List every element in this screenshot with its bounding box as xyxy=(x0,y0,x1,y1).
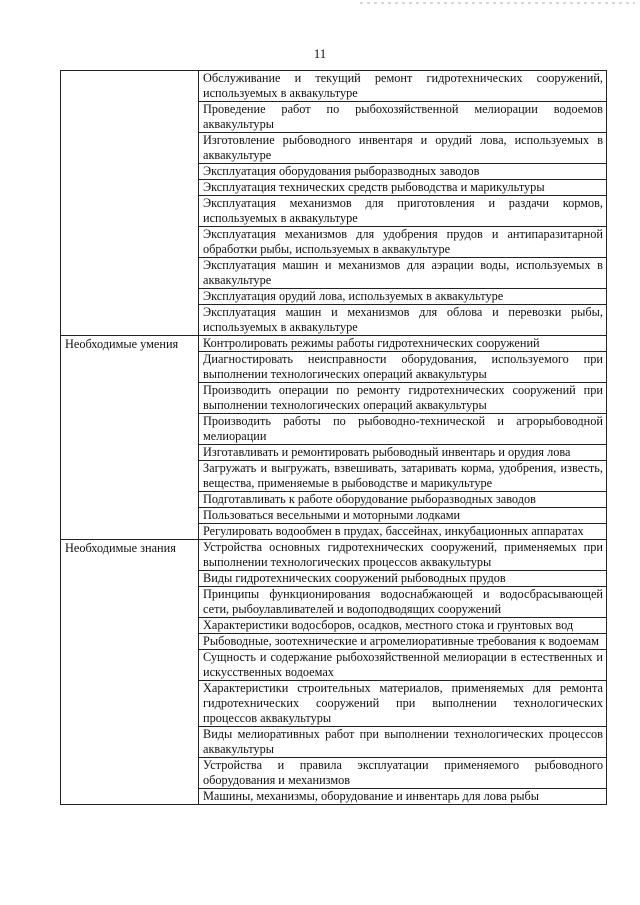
table-row xyxy=(61,71,607,102)
requirement-item: Устройства основных гидротехнических сооружений, применяемых при выполнении технологических процессов аквакультуры xyxy=(199,540,607,571)
page-number: 11 xyxy=(313,46,327,61)
requirement-item: Рыбоводные, зоотехнические и агромелиоративные требования к водоемам xyxy=(199,634,607,650)
requirement-item: Подготавливать к работе оборудование рыборазводных заводов xyxy=(199,492,607,508)
requirement-item: Изготавливать и ремонтировать рыбоводный инвентарь и орудия лова xyxy=(199,445,607,461)
requirement-item: Эксплуатация механизмов для приготовления и раздачи кормов, используемых в аквакультуре xyxy=(199,196,607,227)
requirement-item: Пользоваться весельными и моторными лодками xyxy=(199,508,607,524)
requirement-item: Эксплуатация машин и механизмов для аэрации воды, используемых в аквакультуре xyxy=(199,258,607,289)
table-body xyxy=(61,71,607,805)
requirement-item: Сущность и содержание рыбохозяйственной мелиорации в естественных и искусственных водоемах xyxy=(199,650,607,681)
requirement-item: Загружать и выгружать, взвешивать, затаривать корма, удобрения, известь, вещества, применяемые в рыбоводстве и марикультуре xyxy=(199,461,607,492)
requirement-item: Характеристики водосборов, осадков, местного стока и грунтовых вод xyxy=(199,618,607,634)
requirement-item: Проведение работ по рыбохозяйственной мелиорации водоемов аквакультуры xyxy=(199,102,607,133)
requirement-item: Принципы функционирования водоснабжающей и водосбрасывающей сети, рыбоулавливателей и водоподводящих сооружений xyxy=(199,587,607,618)
requirement-item: Характеристики строительных материалов, применяемых для ремонта гидротехнических сооружений при выполнении технологических процессов аквакультуры xyxy=(199,681,607,727)
requirement-item: Эксплуатация механизмов для удобрения прудов и антипаразитарной обработки рыбы, используемых в аквакультуре xyxy=(199,227,607,258)
section-label: Необходимые умения xyxy=(61,336,199,540)
table-row xyxy=(61,336,607,352)
table-row xyxy=(61,540,607,571)
requirement-item: Устройства и правила эксплуатации применяемого рыбоводного оборудования и механизмов xyxy=(199,758,607,789)
requirement-item: Эксплуатация орудий лова, используемых в аквакультуре xyxy=(199,289,607,305)
requirement-item: Эксплуатация оборудования рыборазводных заводов xyxy=(199,164,607,180)
requirement-item: Изготовление рыбоводного инвентаря и орудий лова, используемых в аквакультуре xyxy=(199,133,607,164)
requirement-item: Эксплуатация технических средств рыбоводства и марикультуры xyxy=(199,180,607,196)
requirement-item: Регулировать водообмен в прудах, бассейнах, инкубационных аппаратах xyxy=(199,524,607,540)
requirement-item: Машины, механизмы, оборудование и инвентарь для лова рыбы xyxy=(199,789,607,805)
requirements-table xyxy=(60,70,607,805)
requirement-item: Виды гидротехнических сооружений рыбоводных прудов xyxy=(199,571,607,587)
requirement-item: Производить операции по ремонту гидротехнических сооружений при выполнении технологических операций аквакультуры xyxy=(199,383,607,414)
section-label xyxy=(61,71,199,336)
requirement-item: Виды мелиоративных работ при выполнении технологических процессов аквакультуры xyxy=(199,727,607,758)
requirement-item: Контролировать режимы работы гидротехнических сооружений xyxy=(199,336,607,352)
requirement-item: Обслуживание и текущий ремонт гидротехнических сооружений, используемых в аквакультуре xyxy=(199,71,607,102)
scan-artifact xyxy=(360,2,635,4)
requirement-item: Диагностировать неисправности оборудования, используемого при выполнении технологических операций аквакультуры xyxy=(199,352,607,383)
requirement-item: Эксплуатация машин и механизмов для облова и перевозки рыбы, используемых в аквакультуре xyxy=(199,305,607,336)
requirement-item: Производить работы по рыбоводно-технической и агрорыбоводной мелиорации xyxy=(199,414,607,445)
section-label: Необходимые знания xyxy=(61,540,199,805)
